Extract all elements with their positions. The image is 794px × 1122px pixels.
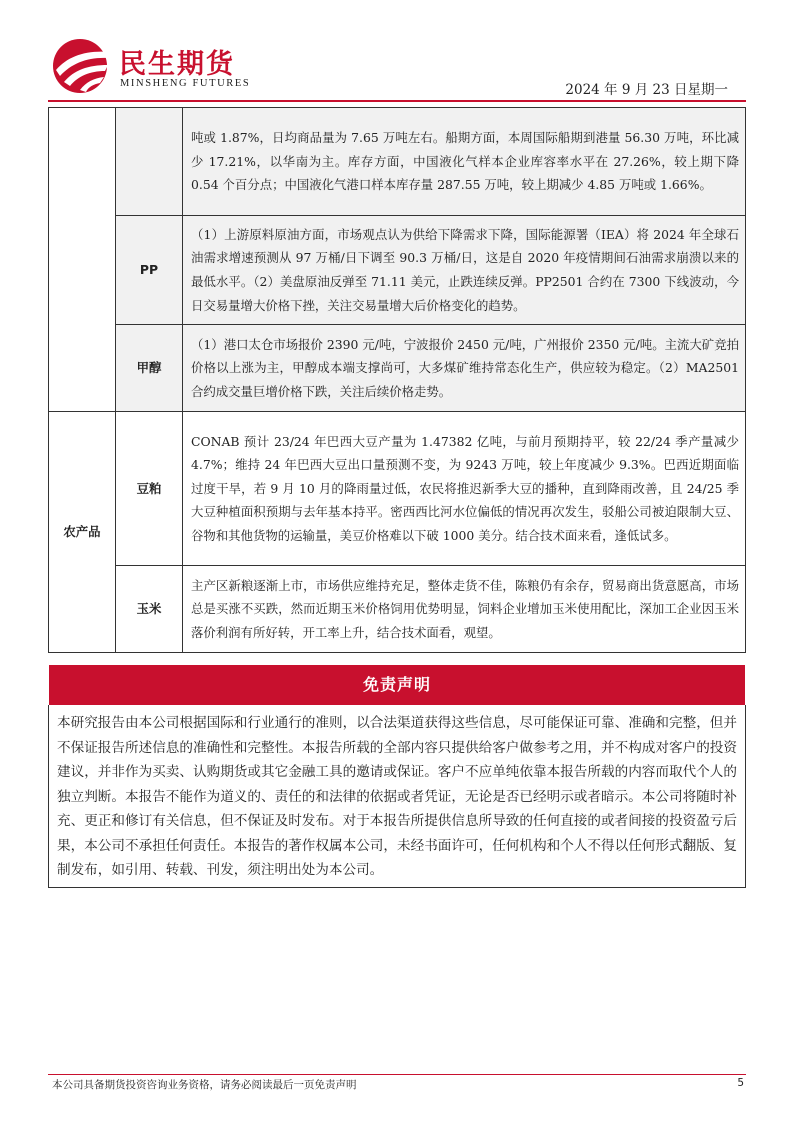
- table-row: [49, 216, 746, 325]
- minsheng-logo-icon: [50, 38, 114, 94]
- commodity-analysis: （1）上游原料原油方面，市场观点认为供给下降需求下降，国际能源署（IEA）将 2024 年全球石油需求增速预测从 97 万桶/日下调至 90.3 万桶/日，这是自 2020 年疫情期间石油需求崩溃以来的最低水平。（2）美盘原油反弹至 71.11 美元，止跌连续反弹。PP2501 合约在 7300 下线波动，今日交易量增大价格下挫，关注交易量增大后价格变化的趋势。: [183, 216, 746, 325]
- table-row: [49, 108, 746, 216]
- commodity-name: [116, 108, 183, 216]
- commodity-name: PP: [116, 216, 183, 325]
- disclaimer-title: 免责声明: [49, 665, 745, 705]
- report-date: 2024 年 9 月 23 日星期一: [565, 82, 728, 98]
- footer-notice: 本公司具备期货投资咨询业务资格，请务必阅读最后一页免责声明: [52, 1079, 357, 1091]
- commodity-analysis: 主产区新粮逐渐上市，市场供应维持充足，整体走货不佳，陈粮仍有余存，贸易商出货意愿高，市场总是买涨不买跌，然而近期玉米价格饲用优势明显，饲料企业增加玉米使用配比，深加工企业因玉米落价利润有所好转，开工率上升，结合技术面看，观望。: [183, 566, 746, 653]
- brand-name-english: MINSHENG FUTURES: [120, 78, 251, 89]
- category-cell: 农产品: [49, 412, 116, 653]
- table-row: [49, 566, 746, 653]
- table-row: [49, 412, 746, 566]
- commodity-table: [48, 107, 746, 653]
- commodity-analysis: （1）港口太仓市场报价 2390 元/吨，宁波报价 2450 元/吨，广州报价 2350 元/吨。主流大矿竞拍价格以上涨为主，甲醇成本端支撑尚可，大多煤矿维持常态化生产，供应较为稳定。（2）MA2501 合约成交量巨增价格下跌，关注后续价格走势。: [183, 325, 746, 412]
- commodity-name: 甲醇: [116, 325, 183, 412]
- disclaimer-body: 本研究报告由本公司根据国际和行业通行的准则，以合法渠道获得这些信息，尽可能保证可靠、准确和完整，但并不保证报告所述信息的准确性和完整性。本报告所载的全部内容只提供给客户做参考之用，并不构成对客户的投资建议，并非作为买卖、认购期货或其它金融工具的邀请或保证。客户不应单纯依靠本报告所载的内容而取代个人的独立判断。本报告不能作为道义的、责任的和法律的依据或者凭证，无论是否已经明示或者暗示。本公司将随时补充、更正和修订有关信息，但不保证及时发布。对于本报告所提供信息所导致的任何直接的或者间接的投资盈亏后果，本公司不承担任何责任。本报告的著作权属本公司，未经书面许可，任何机构和个人不得以任何形式翻版、复制发布，如引用、转载、刊发，须注明出处为本公司。: [48, 705, 746, 888]
- commodity-analysis: CONAB 预计 23/24 年巴西大豆产量为 1.47382 亿吨，与前月预期持平，较 22/24 季产量减少 4.7%；维持 24 年巴西大豆出口量预测不变，为 9243 万吨，较上年度减少 9.3%。巴西近期面临过度干旱，若 9 月 10 月的降雨量过低，农民将推迟新季大豆的播种，直到降雨改善，且 24/25 季大豆种植面积预期与去年基本持平。密西西比河水位偏低的情况再次发生，驳船公司被迫限制大豆、谷物和其他货物的运输量，美豆价格难以下破 1000 美分。结合技术面来看，逢低试多。: [183, 412, 746, 566]
- footer-divider: [48, 1074, 746, 1075]
- commodity-analysis: 吨或 1.87%，日均商品量为 7.65 万吨左右。船期方面，本周国际船期到港量 56.30 万吨，环比减少 17.21%，以华南为主。库存方面，中国液化气样本企业库容率水平在 27.26%，较上期下降 0.54 个百分点；中国液化气港口样本库存量 287.55 万吨，较上期减少 4.85 万吨或 1.66%。: [183, 108, 746, 216]
- commodity-name: 豆粕: [116, 412, 183, 566]
- header-divider: [48, 100, 746, 102]
- page-number: 5: [737, 1077, 744, 1089]
- category-cell: [49, 108, 116, 412]
- table-row: [49, 325, 746, 412]
- page-header: [48, 36, 746, 102]
- brand-name-chinese: 民生期货: [119, 49, 235, 80]
- commodity-name: 玉米: [116, 566, 183, 653]
